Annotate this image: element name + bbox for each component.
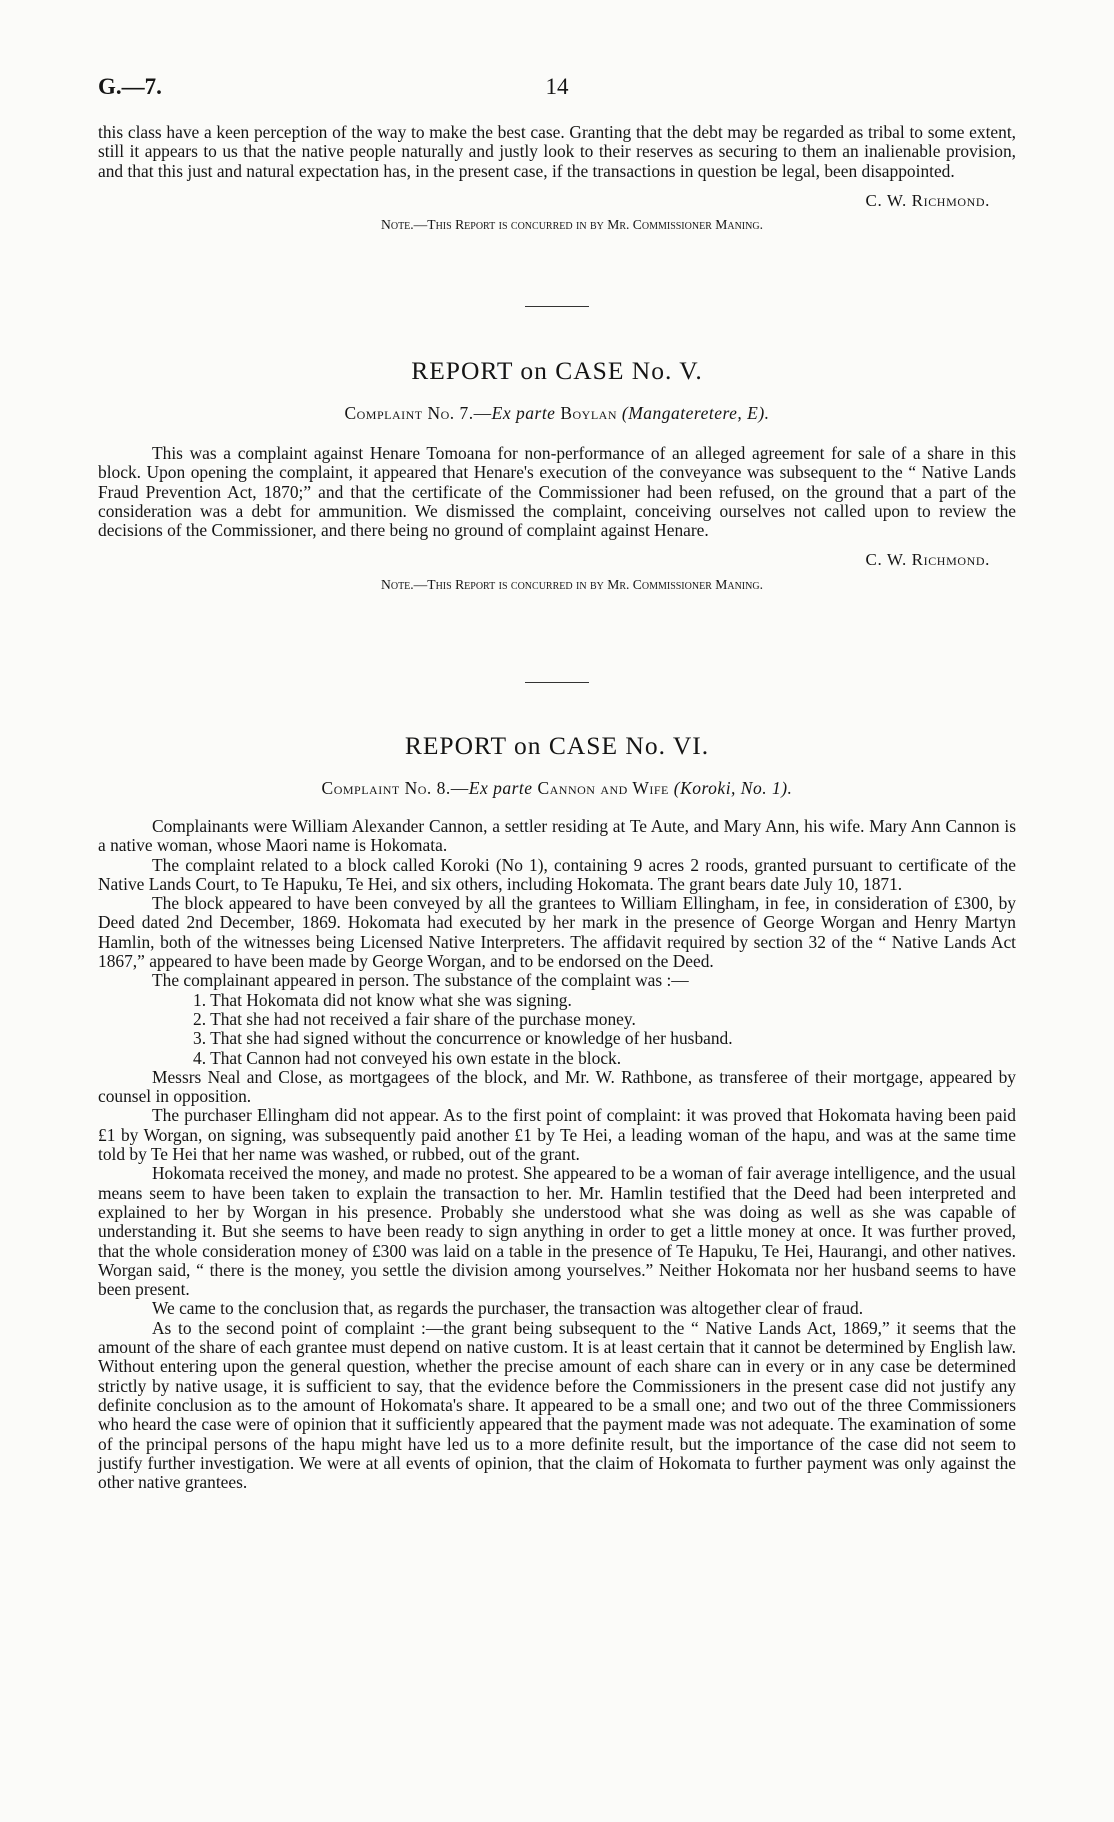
intro-section xyxy=(98,123,1016,234)
case-vi-title: REPORT on CASE No. VI. xyxy=(404,731,710,760)
document-reference: G.—7. xyxy=(98,74,162,99)
case-vi-paragraph: Hokomata received the money, and made no protest. She appeared to be a woman of fair average intelligence, and the usual means seem to have been taken to explain the transaction to her. Mr. Hamlin testified that the Deed had been interpreted and explained to her by Worgan in his presence. Probably she understood what she was doing as well as she was capable of understanding it. But she seems to have been ready to sign anything in order to get a little money at once. It was further proved, that the whole consideration money of £300 was laid on a table in the presence of Te Hapuku, Te Hei, Haurangi, and other natives. Worgan said, “ there is the money, you settle the division among yourselves.” Neither Hokomata nor her husband seems to have been present. xyxy=(98,1163,1016,1300)
case-v-ex-parte: Ex parte xyxy=(491,403,556,423)
case-vi-subtitle xyxy=(98,778,1016,799)
case-vi-place: (Koroki, No. 1). xyxy=(673,778,793,798)
case-vi-complaint-number: Complaint No. 8.— xyxy=(321,778,469,798)
page-number: 14 xyxy=(545,74,569,99)
case-vi-body xyxy=(98,817,1016,1492)
list-item: 2. That she had not received a fair share of the purchase money. xyxy=(193,1008,636,1029)
complaint-list xyxy=(98,991,1016,1068)
case-vi-paragraph: As to the second point of complaint :—the grant being subsequent to the “ Native Lands Act, 1869,” it seems that the amount of the share of each grantee must depend on native custom. It is at least certain that it cannot be determined by English law. Without entering upon the general question, whether the precise amount of each share can in every or in any case be determined strictly by native usage, it is sufficient to say, that the evidence before the Commissioners in the present case did not justify any definite conclusion as to the amount of Hokomata's share. It appeared to be a small one; and two out of the three Commissioners who heard the case were of opinion that it sufficiently appeared that the payment made was not adequate. The examination of some of the principal persons of the hapu might have led us to a more definite result, but the importance of the case did not seem to justify further investigation. We were at all events of opinion, that the claim of Hokomata to further payment was only against the other native grantees. xyxy=(98,1317,1016,1493)
case-vi-party: Cannon and Wife xyxy=(537,778,669,798)
list-item: 3. That she had signed without the concurrence or knowledge of her husband. xyxy=(193,1028,733,1049)
case-v-section xyxy=(98,356,1016,594)
intro-note: Note.—This Report is concurred in by Mr. Commissioner Maning. xyxy=(381,217,763,233)
section-divider xyxy=(525,682,589,683)
list-item: 4. That Cannon had not conveyed his own estate in the block. xyxy=(193,1047,622,1068)
case-v-signature: C. W. Richmond. xyxy=(865,550,990,570)
case-v-paragraph: This was a complaint against Henare Tomoana for non-performance of an alleged agreement for sale of a share in this block. Upon opening the complaint, it appeared that Henare's execution of the conveyance was subsequent to the “ Native Lands Fraud Prevention Act, 1870;” and that the certificate of the Commissioner had been refused, on the ground that a part of the consideration was a debt for ammunition. We dismissed the complaint, conceiving ourselves not called upon to review the decisions of the Commissioner, and there being no ground of complaint against Henare. xyxy=(98,443,1016,541)
page-header xyxy=(98,74,1016,104)
case-vi-paragraph: The block appeared to have been conveyed by all the grantees to William Ellingham, in fee, in consideration of £300, by Deed dated 2nd December, 1869. Hokomata had executed by her mark in the presence of George Worgan and Henry Martyn Hamlin, both of the witnesses being Licensed Native Interpreters. The affidavit required by section 32 of the “ Native Lands Act 1867,” appeared to have been made by George Worgan, and to be endorsed on the Deed. xyxy=(98,893,1016,972)
case-v-title: REPORT on CASE No. V. xyxy=(411,356,703,385)
case-vi-paragraph: We came to the conclusion that, as regards the purchaser, the transaction was altogether clear of fraud. xyxy=(152,1298,864,1319)
section-divider xyxy=(525,306,589,307)
intro-signature: C. W. Richmond. xyxy=(865,190,990,210)
case-vi-section xyxy=(98,731,1016,1492)
case-vi-paragraph: Messrs Neal and Close, as mortgagees of the block, and Mr. W. Rathbone, as transferee of their mortgage, appeared by counsel in opposition. xyxy=(98,1066,1016,1107)
case-vi-paragraph: The purchaser Ellingham did not appear. As to the first point of complaint: it was proved that Hokomata having been paid £1 by Worgan, on signing, was subsequently paid another £1 by Te Hei, a leading woman of the hapu, and was at the same time told by Te Hei that her name was washed, or rubbed, out of the grant. xyxy=(98,1105,1016,1165)
case-v-subtitle xyxy=(98,403,1016,424)
case-v-party: Boylan xyxy=(560,403,617,423)
case-vi-ex-parte: Ex parte xyxy=(468,778,533,798)
case-vi-paragraph: Complainants were William Alexander Cannon, a settler residing at Te Aute, and Mary Ann, his wife. Mary Ann Cannon is a native woman, whose Maori name is Hokomata. xyxy=(98,816,1016,856)
case-v-complaint-number: Complaint No. 7.— xyxy=(344,403,492,423)
case-v-place: (Mangateretere, E). xyxy=(621,403,770,423)
intro-paragraph: this class have a keen perception of the way to make the best case. Granting that the debt may be regarded as tribal to some extent, still it appears to us that the native people naturally and justly look to their reserves as securing to them an inalienable provision, and that this just and natural expectation has, in the present case, if the transactions in question be legal, been disappointed. xyxy=(98,122,1016,181)
case-v-note: Note.—This Report is concurred in by Mr. Commissioner Maning. xyxy=(381,576,763,592)
list-item: 1. That Hokomata did not know what she was signing. xyxy=(193,989,572,1010)
case-vi-paragraph: The complaint related to a block called Koroki (No 1), containing 9 acres 2 roods, granted pursuant to certificate of the Native Lands Court, to Te Hapuku, Te Hei, and six others, including Hokomata. The grant bears date July 10, 1871. xyxy=(98,854,1016,894)
case-vi-paragraph: The complainant appeared in person. The substance of the complaint was :— xyxy=(152,970,689,991)
